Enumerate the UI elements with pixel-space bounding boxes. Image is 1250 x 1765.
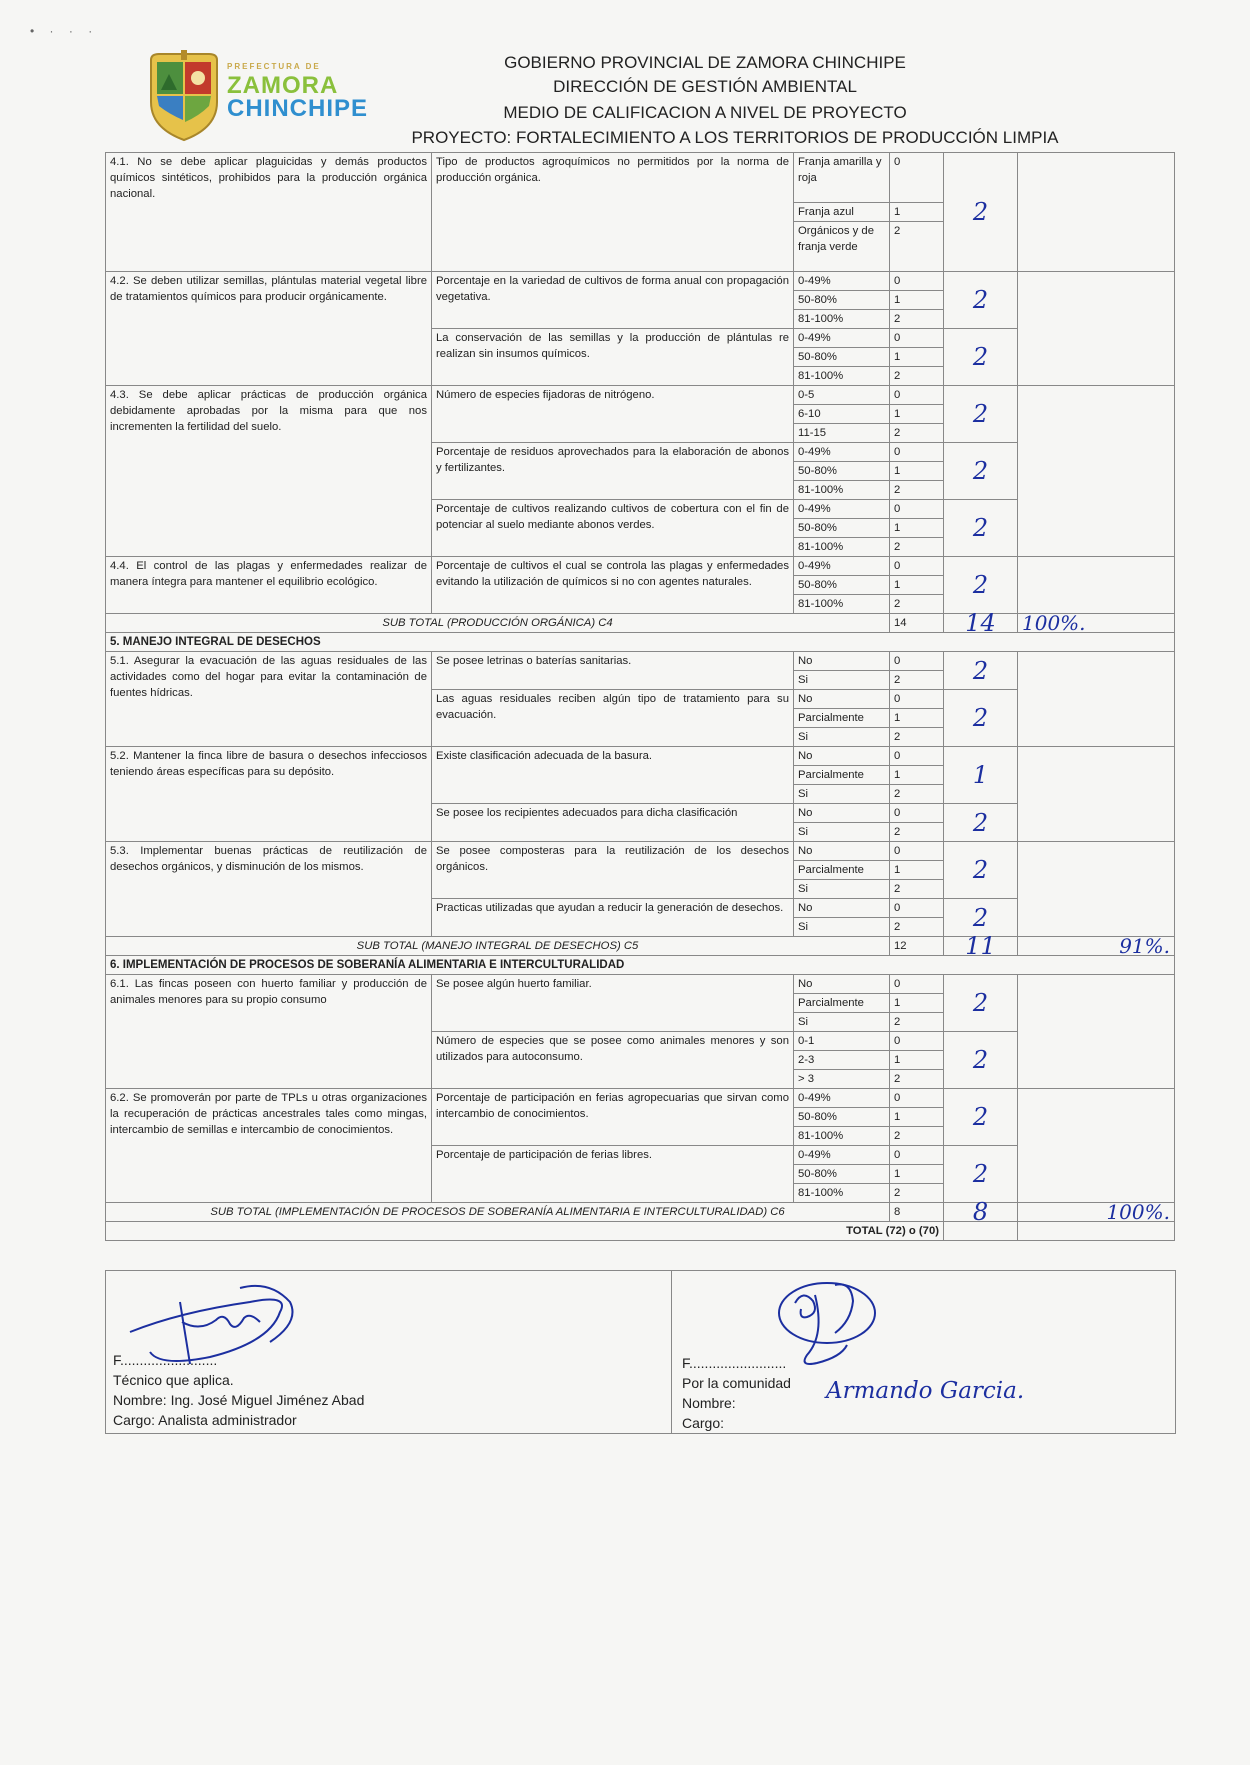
points: 0 (890, 975, 944, 994)
option: Franja amarilla y roja (794, 153, 890, 203)
points: 2 (890, 538, 944, 557)
section-header-6 (106, 956, 1175, 975)
option: No (794, 690, 890, 709)
subtotal-c6-label: SUB TOTAL (IMPLEMENTACIÓN DE PROCESOS DE SOBERANÍA ALIMENTARIA E INTERCULTURALIDAD) C6 (106, 1203, 890, 1222)
right-name-label: Nombre: (682, 1395, 736, 1411)
option: Si (794, 880, 890, 899)
subtotal-c5-max: 12 (890, 937, 944, 956)
score-p: 2 (944, 1089, 1018, 1146)
points: 1 (890, 462, 944, 481)
left-role: Técnico que aplica. (113, 1372, 234, 1388)
points: 1 (890, 576, 944, 595)
score-g: 2 (944, 557, 1018, 614)
points: 0 (890, 329, 944, 348)
indicator-a: Tipo de productos agroquímicos no permitidos por la norma de producción orgánica. (432, 153, 794, 272)
score-k: 2 (944, 804, 1018, 842)
notes-cell (1018, 557, 1175, 614)
points: 0 (890, 899, 944, 918)
points: 0 (890, 1146, 944, 1165)
points: 0 (890, 272, 944, 291)
option: 81-100% (794, 1184, 890, 1203)
points: 1 (890, 766, 944, 785)
option: 81-100% (794, 595, 890, 614)
coat-of-arms-icon (145, 50, 223, 142)
option: 81-100% (794, 538, 890, 557)
indicator-n: Se posee algún huerto familiar. (432, 975, 794, 1032)
option: 81-100% (794, 481, 890, 500)
table-row (106, 386, 1175, 405)
indicator-m: Practicas utilizadas que ayudan a reducir la generación de desechos. (432, 899, 794, 937)
score-o: 2 (944, 1032, 1018, 1089)
option: 0-49% (794, 500, 890, 519)
points: 1 (890, 203, 944, 222)
points: 2 (890, 1070, 944, 1089)
option: 50-80% (794, 348, 890, 367)
option: 0-49% (794, 557, 890, 576)
option: 50-80% (794, 519, 890, 538)
points: 0 (890, 386, 944, 405)
points: 1 (890, 291, 944, 310)
indicator-c: La conservación de las semillas y la producción de plántulas re realizan sin insumos químicos. (432, 329, 794, 386)
points: 0 (890, 443, 944, 462)
points: 0 (890, 804, 944, 823)
table-row (106, 153, 1175, 203)
option: Si (794, 823, 890, 842)
indicator-b: Porcentaje en la variedad de cultivos de forma anual con propagación vegetativa. (432, 272, 794, 329)
left-cargo: Cargo: Analista administrador (113, 1412, 297, 1428)
option: Parcialmente (794, 709, 890, 728)
points: 2 (890, 823, 944, 842)
indicator-e: Porcentaje de residuos aprovechados para la elaboración de abonos y fertilizantes. (432, 443, 794, 500)
points: 1 (890, 1051, 944, 1070)
option: 0-49% (794, 1146, 890, 1165)
option: Parcialmente (794, 766, 890, 785)
option: 0-49% (794, 329, 890, 348)
notes-cell (1018, 975, 1175, 1089)
score-m: 2 (944, 899, 1018, 937)
points: 2 (890, 222, 944, 272)
points: 2 (890, 918, 944, 937)
points: 1 (890, 1165, 944, 1184)
item-4-2: 4.2. Se deben utilizar semillas, plántulas material vegetal libre de tratamientos químicos para producir orgánicamente. (106, 272, 432, 386)
option: 0-49% (794, 443, 890, 462)
item-5-1: 5.1. Asegurar la evacuación de las aguas residuales de las actividades como del hogar para evitar la contaminación de fuentes hídricas. (106, 652, 432, 747)
indicator-o: Número de especies que se posee como animales menores y son utilizados para autoconsumo. (432, 1032, 794, 1089)
header-line-2: DIRECCIÓN DE GESTIÓN AMBIENTAL (553, 77, 857, 96)
option: No (794, 747, 890, 766)
prefectura-logo (145, 50, 375, 150)
indicator-d: Número de especies fijadoras de nitrógeno. (432, 386, 794, 443)
total-label: TOTAL (72) o (70) (106, 1222, 944, 1241)
points: 2 (890, 481, 944, 500)
right-role: Por la comunidad (682, 1375, 791, 1391)
score-d: 2 (944, 386, 1018, 443)
notes-cell (1018, 153, 1175, 272)
header-line-4: PROYECTO: FORTALECIMIENTO A LOS TERRITORIOS DE PRODUCCIÓN LIMPIA (411, 128, 1059, 147)
notes-cell (1018, 747, 1175, 842)
indicator-f: Porcentaje de cultivos realizando cultivos de cobertura con el fin de potenciar al suelo mediante abonos verdes. (432, 500, 794, 557)
score-e: 2 (944, 443, 1018, 500)
points: 1 (890, 405, 944, 424)
option: Si (794, 728, 890, 747)
total-notes-cell (1018, 1222, 1175, 1241)
subtotal-c4-percent: 100%. (1018, 614, 1175, 633)
option: 0-49% (794, 272, 890, 291)
table-row (106, 1089, 1175, 1108)
indicator-q: Porcentaje de participación de ferias libres. (432, 1146, 794, 1203)
points: 0 (890, 690, 944, 709)
total-row (106, 1222, 1175, 1241)
points: 0 (890, 557, 944, 576)
option: 50-80% (794, 462, 890, 481)
evaluation-table (105, 152, 1175, 1241)
subtotal-c5-score: 11 (944, 937, 1018, 956)
points: 2 (890, 785, 944, 804)
option: No (794, 975, 890, 994)
points: 0 (890, 747, 944, 766)
points: 2 (890, 671, 944, 690)
left-name: Nombre: Ing. José Miguel Jiménez Abad (113, 1392, 365, 1408)
score-n: 2 (944, 975, 1018, 1032)
indicator-l: Se posee composteras para la reutilización de los desechos orgánicos. (432, 842, 794, 899)
option: 0-1 (794, 1032, 890, 1051)
points: 0 (890, 1032, 944, 1051)
option: Orgánicos y de franja verde (794, 222, 890, 272)
item-6-1: 6.1. Las fincas poseen con huerto familiar y producción de animales menores para su propio consumo (106, 975, 432, 1089)
score-b: 2 (944, 272, 1018, 329)
score-i: 2 (944, 690, 1018, 747)
option: 6-10 (794, 405, 890, 424)
indicator-h: Se posee letrinas o baterías sanitarias. (432, 652, 794, 690)
option: No (794, 652, 890, 671)
points: 2 (890, 367, 944, 386)
points: 0 (890, 1089, 944, 1108)
indicator-k: Se posee los recipientes adecuados para dicha clasificación (432, 804, 794, 842)
points: 0 (890, 153, 944, 203)
logo-name-line1: ZAMORA (227, 72, 339, 99)
option: 50-80% (794, 576, 890, 595)
notes-cell (1018, 652, 1175, 747)
indicator-i: Las aguas residuales reciben algún tipo de tratamiento para su evacuación. (432, 690, 794, 747)
logo-name-line2: CHINCHIPE (227, 95, 369, 122)
option: 81-100% (794, 367, 890, 386)
logo-prefix: PREFECTURA DE (227, 62, 321, 71)
points: 2 (890, 1127, 944, 1146)
item-4-3: 4.3. Se debe aplicar prácticas de producción orgánica debidamente aprobadas por la misma para que nos incrementen la fertilidad del suelo. (106, 386, 432, 557)
option: 0-49% (794, 1089, 890, 1108)
subtotal-row-c4 (106, 614, 1175, 633)
subtotal-c6-score: 8 (944, 1203, 1018, 1222)
option: 81-100% (794, 1127, 890, 1146)
points: 0 (890, 842, 944, 861)
notes-cell (1018, 272, 1175, 386)
item-5-2: 5.2. Mantener la finca libre de basura o desechos infecciosos teniendo áreas específicas para su depósito. (106, 747, 432, 842)
option: No (794, 804, 890, 823)
subtotal-row-c5 (106, 937, 1175, 956)
indicator-j: Existe clasificación adecuada de la basura. (432, 747, 794, 804)
notes-cell (1018, 1089, 1175, 1203)
header-line-3: MEDIO DE CALIFICACION A NIVEL DE PROYECTO (503, 103, 907, 122)
points: 0 (890, 500, 944, 519)
item-6-2: 6.2. Se promoverán por parte de TPLs u otras organizaciones la recuperación de prácticas ancestrales tales como mingas, intercambio de semillas e intercambio de conocimientos. (106, 1089, 432, 1203)
option: 50-80% (794, 291, 890, 310)
subtotal-c4-label: SUB TOTAL (PRODUCCIÓN ORGÁNICA) C4 (106, 614, 890, 633)
option: No (794, 842, 890, 861)
notes-cell (1018, 386, 1175, 557)
item-5-3: 5.3. Implementar buenas prácticas de reutilización de desechos orgánicos, y disminución de los mismos. (106, 842, 432, 937)
option: Franja azul (794, 203, 890, 222)
subtotal-c6-max: 8 (890, 1203, 944, 1222)
indicator-p: Porcentaje de participación en ferias agropecuarias que sirvan como intercambio de conocimientos. (432, 1089, 794, 1146)
right-name-handwritten: Armando Garcia. (826, 1378, 1025, 1404)
score-f: 2 (944, 500, 1018, 557)
score-c: 2 (944, 329, 1018, 386)
option: 50-80% (794, 1165, 890, 1184)
notes-cell (1018, 842, 1175, 937)
header-line-1: GOBIERNO PROVINCIAL DE ZAMORA CHINCHIPE (504, 53, 906, 72)
left-signature-line: F......................... (113, 1352, 218, 1368)
points: 1 (890, 519, 944, 538)
table-row (106, 557, 1175, 576)
subtotal-row-c6 (106, 1203, 1175, 1222)
points: 0 (890, 652, 944, 671)
table-row (106, 842, 1175, 861)
points: 2 (890, 310, 944, 329)
points: 1 (890, 709, 944, 728)
subtotal-c5-percent: 91%. (1018, 937, 1175, 956)
points: 1 (890, 861, 944, 880)
points: 1 (890, 994, 944, 1013)
option: No (794, 899, 890, 918)
option: 81-100% (794, 310, 890, 329)
table-row (106, 272, 1175, 291)
option: 50-80% (794, 1108, 890, 1127)
points: 2 (890, 880, 944, 899)
points: 2 (890, 1184, 944, 1203)
scan-marks: • · · · (30, 24, 99, 38)
right-signature-line: F......................... (682, 1355, 787, 1371)
points: 2 (890, 424, 944, 443)
score-h: 2 (944, 652, 1018, 690)
subtotal-c6-percent: 100%. (1018, 1203, 1175, 1222)
option: Parcialmente (794, 861, 890, 880)
option: > 3 (794, 1070, 890, 1089)
points: 2 (890, 728, 944, 747)
signature-divider (671, 1271, 672, 1433)
subtotal-c4-score: 14 (944, 614, 1018, 633)
option: Si (794, 1013, 890, 1032)
score-l: 2 (944, 842, 1018, 899)
option: Si (794, 671, 890, 690)
score-a: 2 (944, 153, 1018, 272)
score-j: 1 (944, 747, 1018, 804)
table-row (106, 652, 1175, 671)
points: 1 (890, 1108, 944, 1127)
section-5-title: 5. MANEJO INTEGRAL DE DESECHOS (106, 633, 1175, 652)
right-cargo-label: Cargo: (682, 1415, 725, 1431)
item-4-1: 4.1. No se debe aplicar plaguicidas y demás productos químicos sintéticos, prohibidos para la producción orgánica nacional. (106, 153, 432, 272)
section-header-5 (106, 633, 1175, 652)
option: 11-15 (794, 424, 890, 443)
option: Parcialmente (794, 994, 890, 1013)
option: Si (794, 918, 890, 937)
points: 2 (890, 1013, 944, 1032)
points: 1 (890, 348, 944, 367)
option: 2-3 (794, 1051, 890, 1070)
subtotal-c5-label: SUB TOTAL (MANEJO INTEGRAL DE DESECHOS) C5 (106, 937, 890, 956)
section-6-title: 6. IMPLEMENTACIÓN DE PROCESOS DE SOBERANÍA ALIMENTARIA E INTERCULTURALIDAD (106, 956, 1175, 975)
option: 0-5 (794, 386, 890, 405)
indicator-g: Porcentaje de cultivos el cual se controla las plagas y enfermedades evitando la utilización de químicos si no con agentes naturales. (432, 557, 794, 614)
option: Si (794, 785, 890, 804)
score-q: 2 (944, 1146, 1018, 1203)
subtotal-c4-max: 14 (890, 614, 944, 633)
table-row (106, 747, 1175, 766)
item-4-4: 4.4. El control de las plagas y enfermedades realizar de manera íntegra para mantener el equilibrio ecológico. (106, 557, 432, 614)
points: 2 (890, 595, 944, 614)
table-row (106, 975, 1175, 994)
